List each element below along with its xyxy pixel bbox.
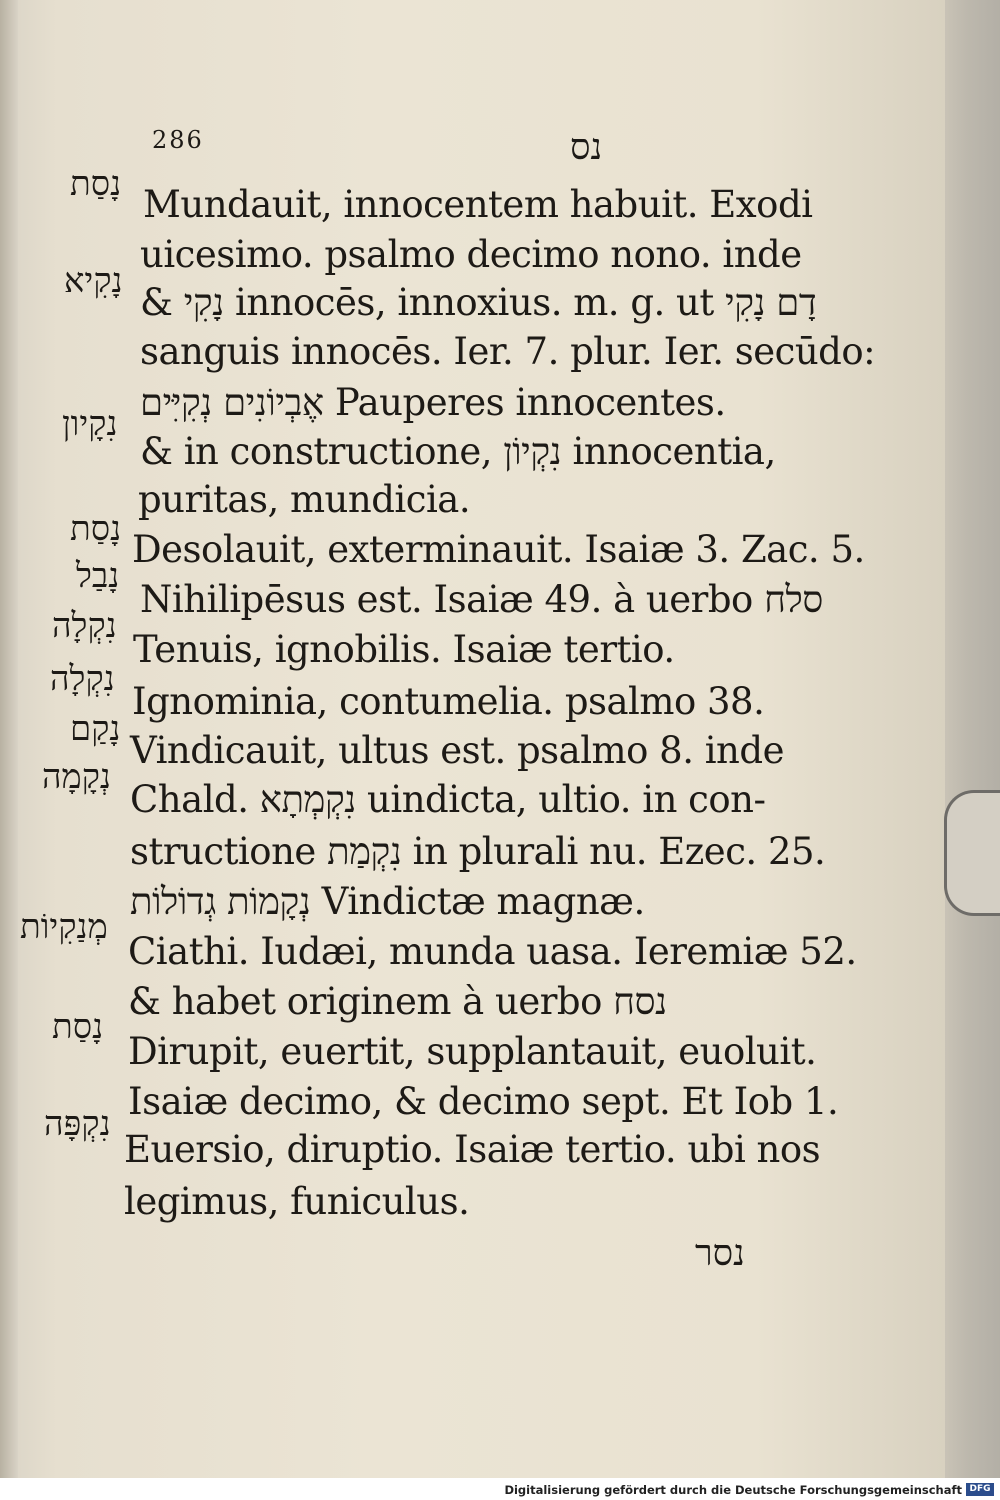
text-line [132, 530, 865, 570]
latin-text: Euersio, diruptio. Isaiæ tertio. ubi nos [124, 1128, 821, 1171]
text-line [138, 480, 470, 520]
dfg-logo: DFG [966, 1483, 994, 1496]
text-line [128, 932, 857, 972]
text-line [128, 982, 667, 1022]
latin-text: Mundauit, innocentem habuit. Exodi [143, 183, 813, 226]
latin-text: Desolauit, exterminauit. Isaiæ 3. Zac. 5. [132, 528, 865, 571]
text-line [140, 332, 875, 372]
latin-text: Ciathi. Iudæi, munda uasa. Ieremiæ 52. [128, 930, 857, 973]
headword: נִקְלָה [50, 659, 115, 699]
text-line [130, 780, 766, 820]
latin-text: structione [130, 830, 328, 873]
latin-text: Dirupit, euertit, supplantauit, euoluit. [128, 1030, 817, 1073]
hebrew-text: אֶבְיוֹנִים נְקִיִּים [140, 381, 324, 424]
text-line [132, 682, 764, 722]
hebrew-text: נְקָמוֹת גְדוֹלוֹת [130, 880, 311, 923]
headword: נִקְלָה [52, 606, 117, 646]
headword: נִקָיון [62, 404, 118, 444]
text-line [124, 1130, 820, 1170]
text-line [130, 832, 825, 872]
text-line [130, 882, 645, 922]
latin-text: Nihilipēsus est. Isaiæ 49. à uerbo [140, 578, 765, 621]
latin-text: & habet originem à uerbo [128, 980, 614, 1023]
latin-text: legimus, funiculus. [124, 1180, 470, 1223]
text-line [124, 1182, 469, 1222]
page-number: 286 [152, 126, 204, 154]
headword: נְקָמָה [42, 757, 111, 797]
hebrew-text: נִקְיוֹן [503, 430, 562, 473]
headword: נָסַת [70, 509, 122, 549]
text-line [143, 185, 812, 225]
latin-text: Tenuis, ignobilis. Isaiæ tertio. [133, 628, 675, 671]
latin-text: Isaiæ decimo, & decimo sept. Et Iob 1. [128, 1080, 839, 1123]
hebrew-text: דָם נָקִי [725, 281, 817, 324]
latin-text: sanguis innocēs. Ier. 7. plur. Ier. secūdo: [140, 330, 876, 373]
latin-text: uicesimo. psalmo decimo nono. inde [140, 233, 802, 276]
clasp-tab [944, 790, 1000, 916]
latin-text: Pauperes innocentes. [323, 381, 726, 424]
latin-text: uindicta, ultio. in con- [355, 778, 766, 821]
running-head: נס [570, 127, 603, 168]
headword: נָקַם [70, 709, 121, 749]
page-edge [945, 0, 1000, 1478]
text-line [140, 580, 823, 620]
funding-credit: Digitalisierung gefördert durch die Deutsche Forschungsgemeinschaft [504, 1483, 962, 1497]
latin-text: Ignominia, contumelia. psalmo 38. [132, 680, 765, 723]
latin-text: innocentia, [561, 430, 776, 473]
hebrew-text: נָקִי [183, 281, 224, 324]
text-line [140, 383, 726, 423]
page-gutter [0, 0, 18, 1478]
headword: נָקִיא [64, 261, 123, 301]
hebrew-text: נִקְמַת [327, 830, 402, 873]
headword: נִקְפָּה [44, 1104, 111, 1144]
text-line [140, 283, 816, 323]
text-line [128, 1082, 838, 1122]
text-line [133, 630, 675, 670]
latin-text: & in constructione, [140, 430, 504, 473]
latin-text: in plurali nu. Ezec. 25. [401, 830, 826, 873]
latin-text: Vindictæ magnæ. [310, 880, 645, 923]
headword: מְנַקִיוֹת [20, 907, 108, 947]
latin-text: & [140, 281, 184, 324]
text-line [130, 731, 784, 771]
hebrew-text: נסח [613, 980, 667, 1023]
latin-text: Chald. [130, 778, 260, 821]
latin-text: puritas, mundicia. [138, 478, 471, 521]
text-line [140, 235, 802, 275]
headword: נָסַת [52, 1007, 104, 1047]
latin-text: Vindicauit, ultus est. psalmo 8. inde [130, 729, 784, 772]
headword: נָבַל [76, 556, 120, 596]
hebrew-text: נִקְמְתָא [259, 778, 356, 821]
catchword: נסר [695, 1233, 745, 1274]
text-line [140, 432, 776, 472]
text-line [128, 1032, 816, 1072]
headword: נָסַת [70, 164, 122, 204]
hebrew-text: סלח [764, 578, 823, 621]
latin-text: innocēs, innoxius. m. g. ut [223, 281, 725, 324]
